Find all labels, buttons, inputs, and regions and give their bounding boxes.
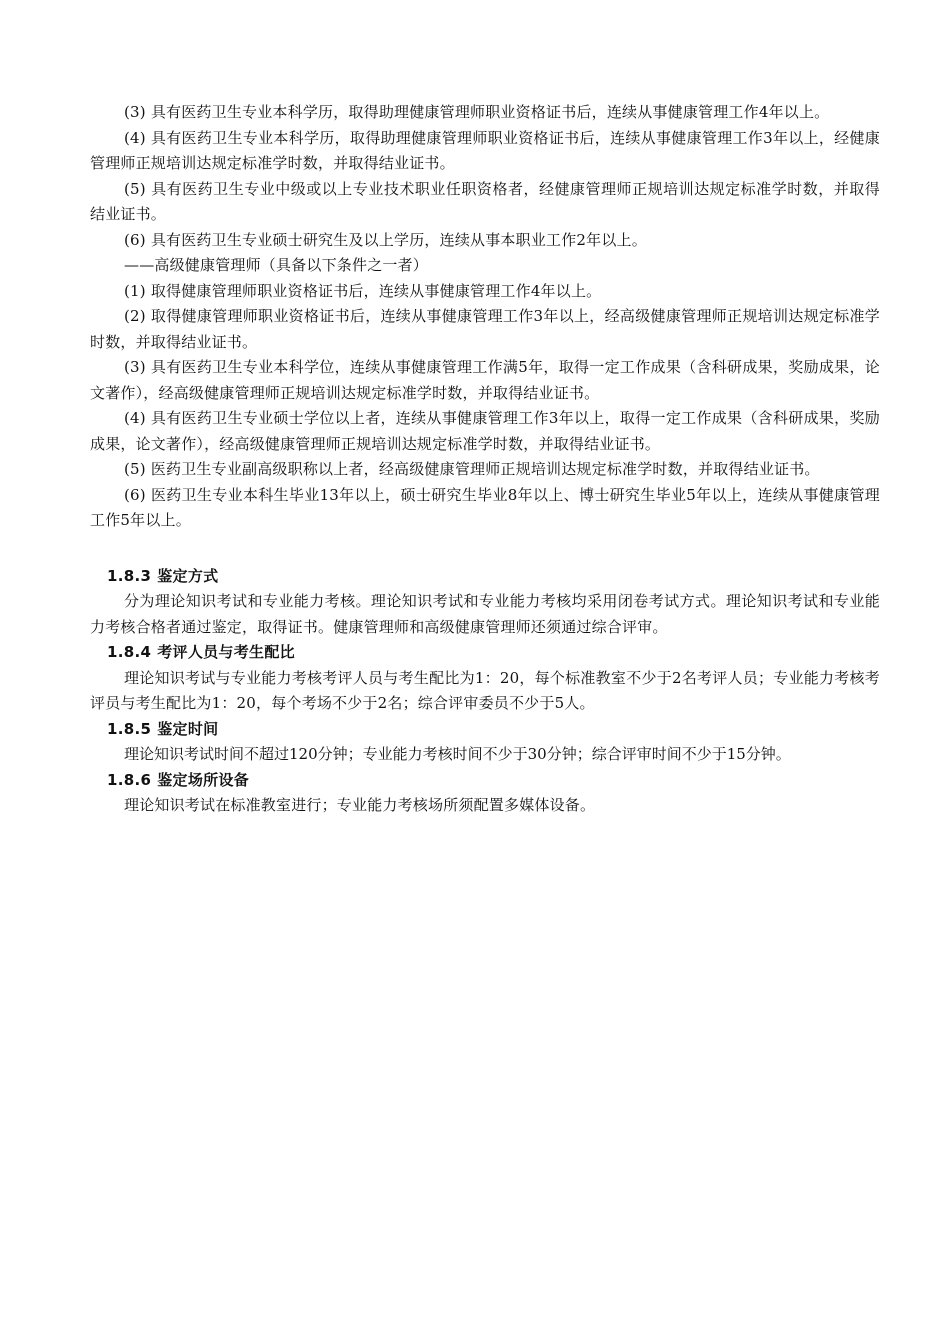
requirement-item: (6) 具有医药卫生专业硕士研究生及以上学历，连续从事本职业工作2年以上。 — [124, 230, 647, 249]
requirement-item: (5) 具有医药卫生专业中级或以上专业技术职业任职资格者，经健康管理师正规培训达规定标准学时数，并取得结业证书。 — [90, 179, 880, 223]
section-number: 1.8.5 — [107, 719, 152, 738]
section-heading — [90, 640, 880, 666]
section-body: 理论知识考试时间不超过120分钟；专业能力考核时间不少于30分钟；综合评审时间不少于15分钟。 — [124, 745, 791, 763]
section-number: 1.8.6 — [107, 770, 152, 789]
requirement-item: (2) 取得健康管理师职业资格证书后，连续从事健康管理工作3年以上，经高级健康管理师正规培训达规定标准学时数，并取得结业证书。 — [90, 307, 880, 351]
requirement-item: (6) 医药卫生专业本科生毕业13年以上，硕士研究生毕业8年以上、博士研究生毕业5年以上，连续从事健康管理工作5年以上。 — [90, 485, 880, 529]
section-body: 理论知识考试与专业能力考核考评人员与考生配比为1：20，每个标准教室不少于2名考评人员；专业能力考核考评员与考生配比为1：20，每个考场不少于2名；综合评审委员不少于5人。 — [90, 668, 880, 712]
section-heading — [90, 564, 880, 590]
section-body: 理论知识考试在标准教室进行；专业能力考核场所须配置多媒体设备。 — [124, 796, 596, 814]
section-title: 考评人员与考生配比 — [157, 643, 295, 661]
section-body: 分为理论知识考试和专业能力考核。理论知识考试和专业能力考核均采用闭卷考试方式。理论知识考试和专业能力考核合格者通过鉴定，取得证书。健康管理师和高级健康管理师还须通过综合评审。 — [90, 592, 880, 636]
requirement-item: (4) 具有医药卫生专业硕士学位以上者，连续从事健康管理工作3年以上，取得一定工作成果（含科研成果，奖励成果，论文著作），经高级健康管理师正规培训达规定标准学时数，并取得结业证书。 — [90, 409, 880, 453]
senior-level-title: ——高级健康管理师（具备以下条件之一者） — [124, 256, 429, 274]
section-title: 鉴定方式 — [157, 566, 219, 585]
requirement-item: (4) 具有医药卫生专业本科学历，取得助理健康管理师职业资格证书后，连续从事健康管理工作3年以上，经健康管理师正规培训达规定标准学时数，并取得结业证书。 — [90, 128, 880, 172]
section-number: 1.8.3 — [107, 566, 152, 585]
section-heading — [90, 768, 880, 794]
section-heading — [90, 717, 880, 743]
requirement-item: (1) 取得健康管理师职业资格证书后，连续从事健康管理工作4年以上。 — [124, 281, 602, 300]
section-title: 鉴定场所设备 — [157, 770, 250, 789]
section-title: 鉴定时间 — [157, 719, 219, 738]
section-number: 1.8.4 — [107, 643, 152, 661]
requirement-item: (3) 具有医药卫生专业本科学历，取得助理健康管理师职业资格证书后，连续从事健康管理工作4年以上。 — [124, 103, 830, 121]
requirement-item: (3) 具有医药卫生专业本科学位，连续从事健康管理工作满5年，取得一定工作成果（含科研成果，奖励成果，论文著作），经高级健康管理师正规培训达规定标准学时数，并取得结业证书。 — [90, 358, 880, 402]
document-body — [90, 100, 880, 819]
requirement-item: (5) 医药卫生专业副高级职称以上者，经高级健康管理师正规培训达规定标准学时数，并取得结业证书。 — [124, 460, 820, 478]
section-spacer — [90, 534, 880, 564]
